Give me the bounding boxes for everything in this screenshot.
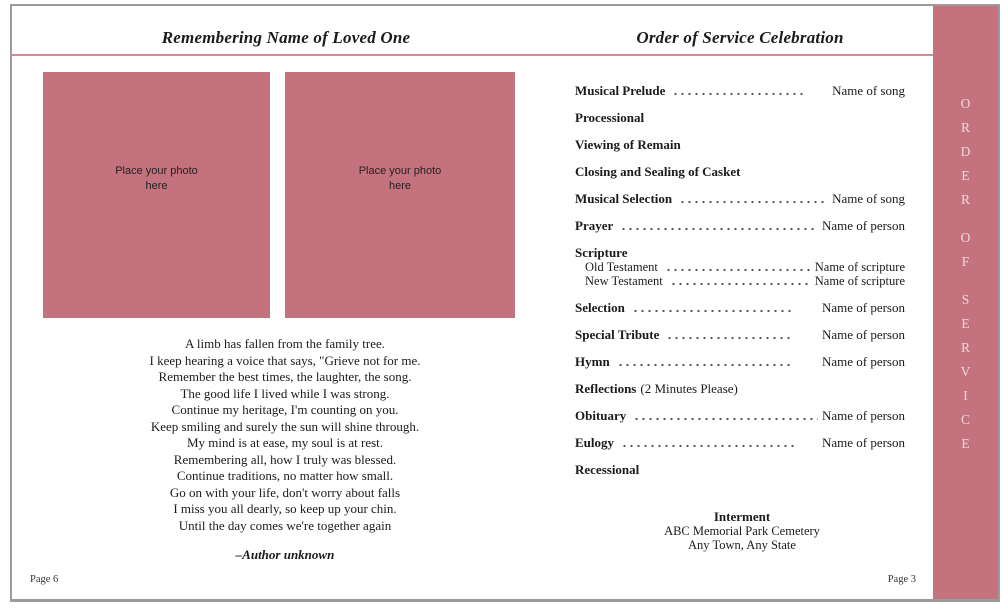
photo-placeholder-text: Place your photo here — [358, 165, 442, 192]
order-item-label: Special Tribute — [575, 327, 660, 342]
dotted-leader — [633, 409, 818, 423]
order-item-label: Closing and Sealing of Casket — [575, 164, 741, 179]
sidebar-word: O F — [960, 230, 971, 269]
order-item-label: Obituary — [575, 408, 627, 423]
order-item-row — [575, 355, 905, 369]
order-item-value: Name of person — [821, 327, 905, 342]
interment-line: ABC Memorial Park Cemetery — [664, 524, 820, 538]
order-item-label: Hymn — [575, 354, 610, 369]
photo-placeholder-1[interactable] — [43, 72, 270, 318]
left-page-number: Page 6 — [30, 574, 59, 585]
poem-author: –Author unknown — [235, 547, 335, 562]
order-item-row — [575, 84, 905, 98]
order-item-value: Name of person — [821, 408, 905, 423]
dotted-leader — [666, 328, 794, 342]
order-item-row — [575, 219, 905, 233]
order-item-row — [575, 436, 905, 450]
sidebar-word: S E R V I C E — [960, 292, 971, 451]
poem-line: I keep hearing a voice that says, "Grieve not for me. — [149, 352, 421, 368]
dotted-leader — [672, 84, 804, 98]
left-page-title: Remembering Name of Loved One — [161, 28, 411, 47]
order-item-value: Name of person — [821, 300, 905, 315]
order-item-label: New Testament — [585, 274, 663, 288]
order-item-label: Musical Selection — [575, 191, 673, 206]
header-divider-rule — [12, 54, 933, 56]
document-frame — [10, 4, 1000, 602]
order-item-row — [575, 246, 905, 260]
order-item-value: Name of scripture — [814, 274, 905, 288]
right-page-number: Page 3 — [887, 574, 916, 585]
order-item-row — [575, 328, 905, 342]
sidebar-word: O R D E R — [960, 96, 971, 207]
poem-line: Go on with your life, don't worry about falls — [169, 484, 401, 500]
poem-line: A limb has fallen from the family tree. — [185, 336, 385, 351]
dotted-leader — [620, 219, 818, 233]
order-item-label: Musical Prelude — [575, 83, 666, 98]
order-item-row — [575, 463, 905, 477]
interment-block — [575, 510, 909, 552]
sidebar-order-of-service — [933, 6, 998, 599]
order-item-suffix: (2 Minutes Please) — [640, 381, 738, 396]
order-item-value: Name of person — [821, 218, 905, 233]
order-item-value: Name of song — [832, 191, 905, 206]
order-item-label: Processional — [575, 110, 645, 125]
poem-line: Continue traditions, no matter how small. — [176, 468, 394, 483]
poem-line: Until the day comes we're together again — [178, 517, 392, 533]
photo-placeholder-text: Place your photo here — [115, 165, 198, 192]
poem-line: My mind is at ease, my soul is at rest. — [186, 435, 384, 450]
dotted-leader — [665, 260, 811, 274]
order-item-value: Name of song — [832, 83, 905, 98]
poem-line: Continue my heritage, I'm counting on you. — [171, 402, 399, 417]
order-item-row — [575, 409, 905, 423]
order-item-label: Viewing of Remain — [575, 137, 681, 152]
dotted-leader — [617, 355, 794, 369]
order-item-label: Eulogy — [575, 435, 615, 450]
poem-line: Keep smiling and surely the sun will shine through. — [150, 418, 420, 434]
poem-line: Remembering all, how I truly was blessed. — [173, 451, 397, 467]
order-item-label: Old Testament — [585, 260, 658, 274]
order-item-label: Reflections — [575, 381, 637, 396]
poem-line: I miss you all dearly, so keep up your chin. — [173, 501, 397, 516]
order-of-service-list — [575, 84, 905, 490]
order-item-row — [575, 138, 905, 152]
photo-placeholder-2[interactable] — [285, 72, 515, 318]
order-item-value: Name of person — [821, 435, 905, 450]
dotted-leader — [670, 274, 811, 288]
order-item-value: Name of person — [821, 354, 905, 369]
order-item-row — [575, 192, 905, 206]
dotted-leader — [679, 192, 828, 206]
order-item-row — [575, 111, 905, 125]
order-item-label: Scripture — [575, 245, 628, 260]
order-item-label: Recessional — [575, 462, 640, 477]
poem-line: The good life I lived while I was strong. — [180, 385, 390, 401]
interment-title: Interment — [713, 509, 771, 524]
order-item-label: Selection — [575, 300, 625, 315]
right-page-title: Order of Service Celebration — [636, 28, 844, 47]
memorial-poem — [53, 336, 517, 534]
order-item-row — [575, 165, 905, 179]
order-item-row — [575, 382, 905, 396]
interment-line: Any Town, Any State — [688, 538, 796, 552]
order-item-row — [575, 260, 905, 274]
order-item-label: Prayer — [575, 218, 614, 233]
order-item-row — [575, 301, 905, 315]
dotted-leader — [621, 436, 794, 450]
order-item-value: Name of scripture — [814, 260, 905, 274]
order-item-row — [575, 274, 905, 288]
dotted-leader — [632, 301, 794, 315]
poem-line: Remember the best times, the laughter, the song. — [158, 369, 412, 384]
